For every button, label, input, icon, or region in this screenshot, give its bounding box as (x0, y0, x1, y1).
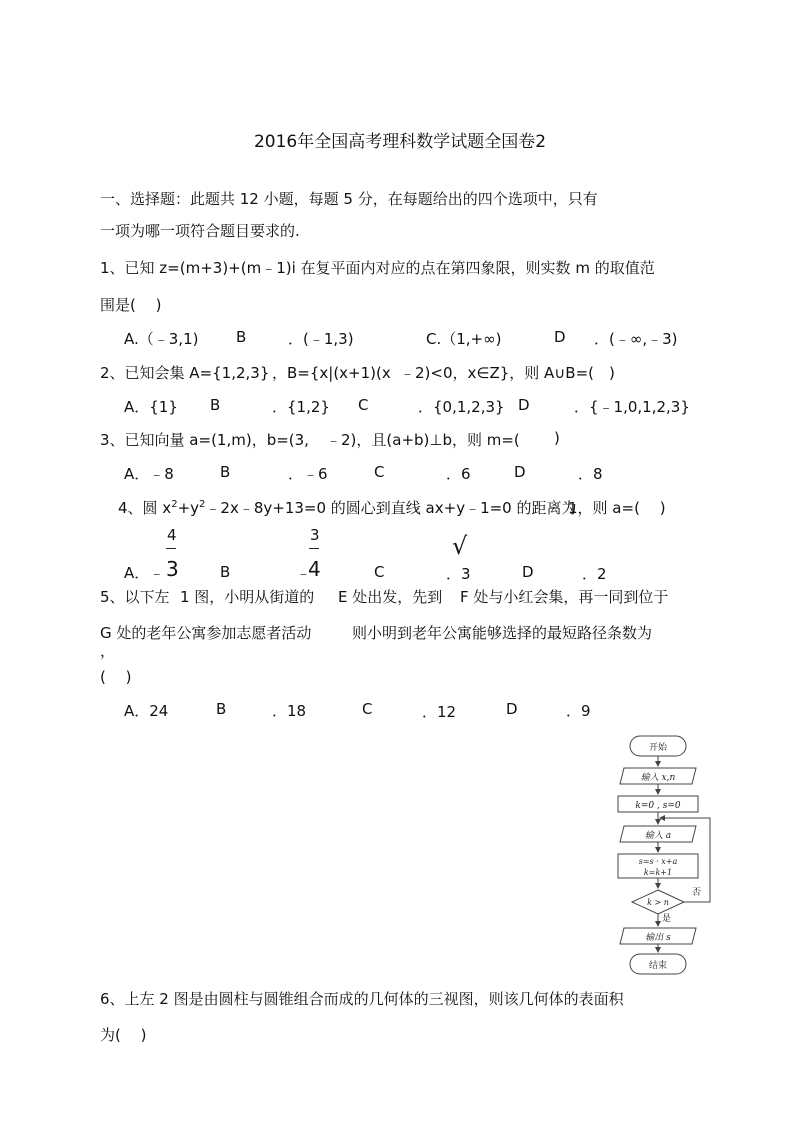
q2-option-c-label: C (358, 396, 369, 414)
q5-option-d-value: ．9 (566, 702, 591, 720)
q5-stem-b1: G 处的老年公寓参加志愿者活动 (100, 624, 312, 642)
q5-option-d-label: D (506, 700, 518, 718)
q4-option-d-value: ．2 (582, 565, 607, 583)
section-header-line2: 一项为哪一项符合题目要求的. (100, 222, 300, 240)
q4-option-b-sign: ﹣ (296, 564, 312, 582)
q5-stem-comma: ， (100, 642, 116, 660)
page-title: 2016年全国高考理科数学试题全国卷2 (253, 132, 547, 152)
q4-stem-mid: +y (177, 499, 200, 517)
q3-stem-part3: ) (554, 429, 560, 447)
q2-stem-part2: ，B={x|(x+1)(x (272, 364, 391, 382)
q5-stem-c1: ( ) (100, 668, 132, 686)
q1-option-b-value: ．(﹣1,3) (288, 330, 354, 348)
q3-option-c-value: ．6 (446, 465, 471, 483)
q5-stem-a1: 5、以下左 (100, 588, 170, 606)
q3-option-a: A．﹣8 (124, 465, 174, 483)
q4-option-b-numerator: 3 (310, 526, 320, 544)
q1-option-c: C.（1,+∞) (426, 330, 502, 348)
flowchart-init-text: k=0 , s=0 (635, 801, 681, 811)
flowchart-input-text: 输入 x,n (640, 773, 676, 783)
q2-option-d-label: D (518, 396, 530, 414)
q5-option-b-label: B (216, 700, 227, 718)
flowchart-input-a-text: 输入 a (644, 831, 672, 841)
q3-option-c-label: C (374, 463, 385, 481)
section-header-line1: 一、选择题：此题共 12 小题，每题 5 分，在每题给出的四个选项中，只有 (100, 190, 598, 208)
q5-option-b-value: ．18 (272, 702, 307, 720)
q4-option-c-value: ．3 (446, 565, 471, 583)
q3-option-b-value: ．﹣6 (288, 465, 328, 483)
sqrt-icon: √ (452, 532, 468, 560)
q4-option-a-label: A．﹣ (124, 564, 165, 582)
q1-stem-line1: 1、已知 z=(m+3)+(m﹣1)i 在复平面内对应的点在第四象限，则实数 m 的取值范 (100, 259, 655, 277)
q4-option-a-denominator: 3 (166, 557, 179, 581)
q5-option-c-label: C (362, 700, 373, 718)
q2-option-b-label: B (210, 396, 221, 414)
q3-option-d-label: D (514, 463, 526, 481)
q5-stem-a3: E 处出发，先到 (338, 588, 443, 606)
q2-stem-part1: 2、已知会集 A={1,2,3} (100, 364, 270, 382)
flowchart-yes-label: 是 (662, 914, 672, 924)
flowchart-no-label: 否 (692, 888, 702, 898)
q4-exp-1: 2 (171, 499, 178, 510)
q1-option-d-value: ．(﹣∞,﹣3) (594, 330, 678, 348)
q4-option-a-numerator: 4 (167, 526, 177, 544)
q5-stem-a2: 1 图，小明从街道的 (180, 588, 315, 606)
flowchart-diagram (600, 732, 720, 977)
q1-option-b-label: B (236, 328, 247, 346)
q4-stem-rest: ﹣2x﹣8y+13=0 的圆心到直线 ax+y﹣1=0 的距离为 (205, 499, 577, 517)
q2-option-a: A．{1} (124, 398, 178, 416)
flowchart-condition-text: k > n (647, 898, 669, 907)
flowchart-end-text: 结束 (648, 961, 668, 971)
q3-stem-part2: ﹣2)，且(a+b)⊥b，则 m=( (326, 431, 520, 449)
q4-option-a-fraction-bar (166, 548, 176, 549)
q4-option-b-denominator: 4 (308, 557, 321, 581)
q4-option-b-label: B (220, 563, 231, 581)
q1-option-d-label: D (554, 328, 566, 346)
flowchart-update-text-2: k=k+1 (643, 868, 673, 877)
q2-stem-part3: ﹣2)<0，x∈Z}，则 A∪B=( ) (400, 364, 615, 382)
q2-option-b-value: ．{1,2} (272, 398, 330, 416)
flowchart-start-text: 开始 (648, 743, 668, 753)
q4-stem-pre: 4、圆 x (118, 499, 172, 517)
q1-stem-line2: 围是( ) (100, 296, 162, 314)
q1-option-a: A.（﹣3,1) (124, 330, 199, 348)
q5-stem-a4: F 处与小红会集，再一同到位于 (460, 588, 669, 606)
q4-option-b-fraction-bar (309, 548, 319, 549)
q4-option-d-label: D (522, 563, 534, 581)
q2-option-d-value: ．{﹣1,0,1,2,3} (574, 398, 690, 416)
q4-option-c-label: C (374, 563, 385, 581)
q3-option-d-value: ．8 (578, 465, 603, 483)
q5-option-a: A．24 (124, 702, 169, 720)
q3-stem-part1: 3、已知向量 a=(1,m)，b=(3, (100, 431, 309, 449)
q4-stem-value: 1，则 a=( ) (568, 499, 666, 517)
flowchart-output-text: 输出 s (645, 933, 671, 943)
q6-stem-line1: 6、上左 2 图是由圆柱与圆锥组合而成的几何体的三视图，则该几何体的表面积 (100, 990, 624, 1008)
q4-exp-2: 2 (199, 499, 206, 510)
q6-stem-line2: 为( ) (100, 1026, 147, 1044)
q5-stem-b2: 则小明到老年公寓能够选择的最短路径条数为 (352, 624, 653, 642)
q5-option-c-value: ．12 (422, 703, 457, 721)
q2-option-c-value: ．{0,1,2,3} (418, 398, 505, 416)
flowchart-update-text-1: s=s · x+a (638, 857, 678, 866)
q3-option-b-label: B (220, 463, 231, 481)
q4-stem (118, 497, 577, 518)
